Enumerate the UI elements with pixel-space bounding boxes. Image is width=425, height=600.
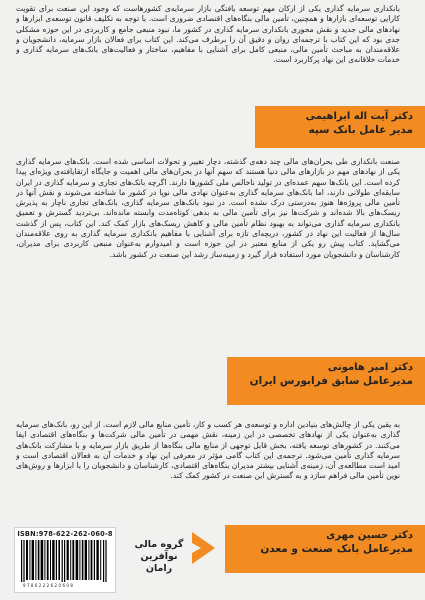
barcode-panel [14,527,116,593]
publisher-line-1: گروه مالی [134,539,184,550]
endorser-name: دکتر حسین مهری [326,530,413,541]
isbn-label: ISBN:978-622-262-060-8 [17,530,113,538]
endorser-role: مدیرعامل سابق فرابورس ایران [249,375,413,387]
publisher-block [130,525,220,585]
intro-paragraph: بانکداری سرمایه گذاری یکی از ارکان مهم توسعه یافتگی بازار سرمایه‌ی کشورهاست که وجود این صنعت برای تقویت کارایی توسعه‌ای بازارها و همچنین، تأمین مالی بنگاه‌های اقتصادی ضروری است. با توجه به تکلیف قانون توسعه‌ی ابزارها و نهادهای مالی جدید و نقش محوری بانکداری سرمایه گذاری در کشور ما، نبود منبعی جامع و کاربردی در این حوزه مشکلی جدی بود که این کتاب با ترجمه‌ای روان و دقیق آن را برطرف می‌کند. این کتاب برای فعالان بازار سرمایه، دانشجویان و علاقه‌مندان به مباحث تأمین مالی، منبعی کامل برای آشنایی با مفاهیم، ساختار و فعالیت‌های بانک‌های سرمایه گذاری و خدمات خلاقانه‌ی این نهاد پرکاربرد است. [16,4,400,65]
publisher-logo-icon [190,531,218,565]
barcode-digits: 9786222620608 [23,583,75,588]
endorser-name: دکتر آیت اله ابراهیمی [305,111,413,122]
endorser-banner-2 [227,357,425,405]
barcode-icon [21,540,109,582]
endorser-banner-3 [225,525,425,573]
endorser-name: دکتر امیر هامونی [327,362,413,373]
endorser-role: مدیرعامل بانک صنعت و معدن [260,543,413,555]
endorser-role: مدیر عامل بانک سپه [308,124,413,136]
endorser-banner-1 [255,106,425,148]
publisher-name [130,539,188,575]
publisher-line-2: نوآفرین رامان [140,551,178,574]
endorsement-paragraph-2: به یقین یکی از چالش‌های بنیادین اداره و توسعه‌ی هر کسب و کار، تأمین منابع مالی لازم است. از این رو، بانک‌های سرمایه گذاری به‌عنوان یکی از نهادهای تخصصی در این زمینه، نقش مهمی در تأمین مالی شرکت‌ها و بنگاه‌های اقتصادی ایفا می‌کنند. در کشورهای توسعه یافته، بخش قابل توجهی از منابع مالی بنگاه‌ها از طریق بازار سرمایه و با مشارکت بانک‌های سرمایه گذاری تأمین می‌شود. ترجمه‌ی این کتاب گامی مؤثر در معرفی این نهاد و خدمات آن به فعالان اقتصادی است و امید است مطالعه‌ی آن، زمینه‌ی آشنایی بیشتر مدیران بنگاه‌های اقتصادی، کارشناسان و دانشجویان را با ابزارها و روش‌های نوین تأمین مالی فراهم سازد و به گسترش این صنعت در کشور کمک کند. [16,420,400,481]
endorsement-paragraph-1: صنعت بانکداری طی بحران‌های مالی چند دهه‌ی گذشته، دچار تغییر و تحولات اساسی شده است. بانک‌های سرمایه گذاری یکی از نهادهای مهم در بازارهای مالی دنیا هستند که سهم آنها در بحران‌های مالی اهمیت و جایگاه ارتقایافته‌ی ویژه‌ای پیدا کرده است. این بانک‌ها سهم عمده‌ای در تولید ناخالص ملی کشورها دارند. اگرچه بانک‌های تجاری و سرمایه گذاری در ایران سابقه‌ای طولانی دارند، اما بانک‌های سرمایه گذاری به‌عنوان نهادی مالی نوپا در کشور ما شناخته می‌شوند و نقش آنها در تأمین مالی پروژه‌ها هنوز به‌درستی درک نشده است. در نبود بانک‌های سرمایه گذاری، بانک‌های تجاری ناچار به پذیرش ریسک‌های بالا شده‌اند و شرکت‌ها نیز برای تأمین مالی به بدهی کوتاه‌مدت وابسته مانده‌اند. بی‌تردید گسترش و تعمیق بانکداری سرمایه گذاری می‌تواند به بهبود نظام تأمین مالی و کاهش ریسک‌های بازار کمک کند. این کتاب، پس از گذشت سال‌ها از فعالیت این نهاد در کشور، دریچه‌ای تازه برای آشنایی با مفاهیم بانکداری سرمایه گذاری به روی علاقه‌مندان می‌گشاید. کتاب پیش رو یکی از منابع معتبر در این حوزه است و امیدوارم به‌عنوان منبعی کاربردی برای مدیران، کارشناسان و دانشجویان مورد استفاده قرار گیرد و زمینه‌ساز رشد این صنعت در کشور باشد. [16,157,400,259]
